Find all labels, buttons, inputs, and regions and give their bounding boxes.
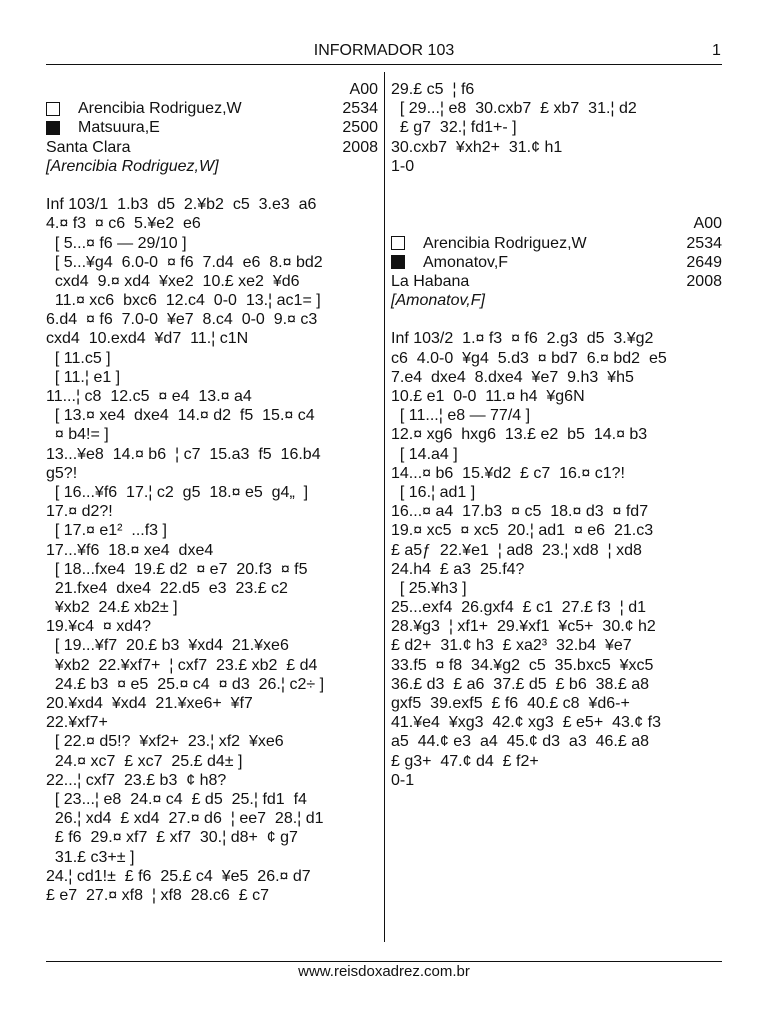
event-year: 2008 [342, 138, 378, 156]
move-line: 29.£ c5 ¦ f6 [391, 81, 475, 98]
black-square-icon [391, 255, 405, 269]
white-player-rating: 2534 [342, 100, 378, 118]
header-rule [46, 64, 722, 65]
move-line: 31.£ c3+± ] [46, 848, 135, 866]
move-line: 4.¤ f3 ¤ c6 5.¥e2 e6 [46, 215, 201, 233]
move-line: £ d2+ 31.¢ h3 £ xa2³ 32.b4 ¥e7 [391, 637, 632, 655]
move-line: 22...¦ cxf7 23.£ b3 ¢ h8? [46, 771, 227, 789]
white-player-name: Arencibia Rodriguez,W [78, 100, 242, 118]
move-line: 21.fxe4 dxe4 22.d5 e3 23.£ c2 [46, 579, 288, 597]
game-continuation [391, 80, 722, 176]
column-divider [384, 72, 385, 942]
move-line: [ 25.¥h3 ] [391, 579, 467, 597]
move-line: 41.¥e4 ¥xg3 42.¢ xg3 £ e5+ 43.¢ f3 [391, 714, 661, 732]
move-line: 19.¤ xc5 ¤ xc5 20.¦ ad1 ¤ e6 21.c3 [391, 522, 654, 540]
move-line: 16...¤ a4 17.b3 ¤ c5 18.¤ d3 ¤ fd7 [391, 503, 649, 521]
white-player-row [46, 99, 378, 118]
move-line: 22.¥xf7+ [46, 714, 108, 732]
header-title: INFORMADOR 103 [313, 42, 455, 59]
move-line: ¥xb2 22.¥xf7+ ¦ cxf7 23.£ xb2 £ d4 [46, 656, 318, 674]
move-line: [ 19...¥f7 20.£ b3 ¥xd4 21.¥xe6 [46, 637, 289, 655]
move-line: 25...exf4 26.gxf4 £ c1 27.£ f3 ¦ d1 [391, 599, 646, 617]
move-line: [ 5...¥g4 6.0-0 ¤ f6 7.d4 e6 8.¤ bd2 [46, 253, 323, 271]
eco-code: A00 [693, 215, 722, 233]
move-line: ¥xb2 24.£ xb2± ] [46, 599, 178, 617]
move-line: 30.cxb7 ¥xh2+ 31.¢ h1 [391, 138, 563, 156]
move-line: [ 5...¤ f6 — 29/10 ] [46, 234, 187, 252]
right-column [391, 80, 722, 790]
move-line: Inf 103/2 1.¤ f3 ¤ f6 2.g3 d5 3.¥g2 [391, 330, 654, 348]
move-line: £ g3+ 47.¢ d4 £ f2+ [391, 752, 539, 770]
game-moves [391, 329, 722, 790]
black-player-rating: 2500 [342, 119, 378, 137]
move-line: 14...¤ b6 15.¥d2 £ c7 16.¤ c1?! [391, 464, 625, 482]
move-line: 1-0 [391, 157, 415, 175]
move-line: 12.¤ xg6 hxg6 13.£ e2 b5 14.¤ b3 [391, 426, 648, 444]
event-place: Santa Clara [46, 138, 131, 156]
move-line: [ 18...fxe4 19.£ d2 ¤ e7 20.f3 ¤ f5 [46, 560, 308, 578]
white-square-icon [46, 102, 60, 116]
spacer [391, 195, 722, 214]
spacer [391, 176, 722, 195]
move-line: [ 17.¤ e1² ...f3 ] [46, 522, 167, 540]
move-line: 24.h4 £ a3 25.f4? [391, 560, 525, 578]
move-line: 24.¦ cd1!± £ f6 25.£ c4 ¥e5 26.¤ d7 [46, 867, 311, 885]
event-row [46, 138, 378, 157]
black-player-name: Amonatov,F [423, 253, 509, 271]
move-line: 19.¥c4 ¤ xd4? [46, 618, 151, 636]
move-line: [ 16...¥f6 17.¦ c2 g5 18.¤ e5 g4„ ] [46, 483, 309, 501]
move-line: [ 11...¦ e8 — 77/4 ] [391, 407, 531, 425]
black-square-icon [46, 121, 60, 135]
move-line: [ 23...¦ e8 24.¤ c4 £ d5 25.¦ fd1 f4 [46, 790, 307, 808]
move-line: g5?! [46, 464, 78, 482]
move-line: £ g7 32.¦ fd1+- ] [391, 119, 517, 137]
black-player-name: Matsuura,E [78, 119, 160, 137]
move-line: 24.¤ xc7 £ xc7 25.£ d4± ] [46, 752, 243, 770]
page-number: 1 [712, 42, 721, 59]
spacer [46, 176, 378, 195]
game-moves [46, 195, 378, 905]
move-line: 20.¥xd4 ¥xd4 21.¥xe6+ ¥f7 [46, 695, 253, 712]
move-line: 11.¤ xc6 bxc6 12.c4 0-0 13.¦ ac1= ] [46, 292, 321, 310]
white-player-rating: 2534 [686, 234, 722, 252]
move-line: ¤ b4!= ] [46, 426, 109, 444]
move-line: cxd4 9.¤ xd4 ¥xe2 10.£ xe2 ¥d6 [46, 272, 300, 290]
eco-code: A00 [349, 81, 378, 98]
move-line: 6.d4 ¤ f6 7.0-0 ¥e7 8.c4 0-0 9.¤ c3 [46, 311, 318, 329]
left-column [46, 80, 378, 905]
event-row [391, 272, 722, 291]
move-line: [ 11.¦ e1 ] [46, 368, 121, 386]
black-player-rating: 2649 [686, 253, 722, 271]
event-place: La Habana [391, 272, 470, 290]
event-year: 2008 [686, 272, 722, 290]
move-line: 10.£ e1 0-0 11.¤ h4 ¥g6N [391, 388, 585, 405]
move-line: 0-1 [391, 771, 415, 789]
move-line: £ f6 29.¤ xf7 £ xf7 30.¦ d8+ ¢ g7 [46, 829, 298, 847]
move-line: a5 44.¢ e3 a4 45.¢ d3 a3 46.£ a8 [391, 733, 649, 751]
move-line: £ a5ƒ 22.¥e1 ¦ ad8 23.¦ xd8 ¦ xd8 [391, 541, 642, 559]
move-line: 17...¥f6 18.¤ xe4 dxe4 [46, 541, 214, 559]
annotator: [Amonatov,F] [391, 292, 485, 310]
move-line: 33.f5 ¤ f8 34.¥g2 c5 35.bxc5 ¥xc5 [391, 656, 654, 674]
black-player-row [391, 253, 722, 272]
move-line: 28.¥g3 ¦ xf1+ 29.¥xf1 ¥c5+ 30.¢ h2 [391, 618, 656, 636]
move-line: 26.¦ xd4 £ xd4 27.¤ d6 ¦ ee7 28.¦ d1 [46, 810, 324, 828]
move-line: 13...¥e8 14.¤ b6 ¦ c7 15.a3 f5 16.b4 [46, 445, 321, 463]
move-line: Inf 103/1 1.b3 d5 2.¥b2 c5 3.e3 a6 [46, 196, 317, 214]
move-line: [ 29...¦ e8 30.cxb7 £ xb7 31.¦ d2 [391, 100, 637, 118]
footer-url: www.reisdoxadrez.com.br [298, 963, 470, 980]
move-line: 11...¦ c8 12.c5 ¤ e4 13.¤ a4 [46, 388, 252, 405]
move-line: 36.£ d3 £ a6 37.£ d5 £ b6 38.£ a8 [391, 675, 649, 693]
move-line: £ e7 27.¤ xf8 ¦ xf8 28.c6 £ c7 [46, 886, 269, 904]
move-line: [ 22.¤ d5!? ¥xf2+ 23.¦ xf2 ¥xe6 [46, 733, 284, 751]
move-line: 24.£ b3 ¤ e5 25.¤ c4 ¤ d3 26.¦ c2÷ ] [46, 675, 325, 693]
black-player-row [46, 118, 378, 137]
move-line: [ 11.c5 ] [46, 349, 111, 367]
move-line: [ 13.¤ xe4 dxe4 14.¤ d2 f5 15.¤ c4 [46, 407, 315, 425]
annotator: [Arencibia Rodriguez,W] [46, 157, 219, 175]
move-line: [ 16.¦ ad1 ] [391, 483, 476, 501]
spacer [391, 310, 722, 329]
move-line: [ 14.a4 ] [391, 445, 458, 463]
white-square-icon [391, 236, 405, 250]
move-line: 7.e4 dxe4 8.dxe4 ¥e7 9.h3 ¥h5 [391, 368, 634, 386]
move-line: 17.¤ d2?! [46, 503, 113, 521]
move-line: gxf5 39.exf5 £ f6 40.£ c8 ¥d6-+ [391, 695, 630, 712]
move-line: c6 4.0-0 ¥g4 5.d3 ¤ bd7 6.¤ bd2 e5 [391, 349, 667, 367]
white-player-name: Arencibia Rodriguez,W [423, 234, 587, 252]
move-line: cxd4 10.exd4 ¥d7 11.¦ c1N [46, 330, 249, 348]
white-player-row [391, 234, 722, 253]
